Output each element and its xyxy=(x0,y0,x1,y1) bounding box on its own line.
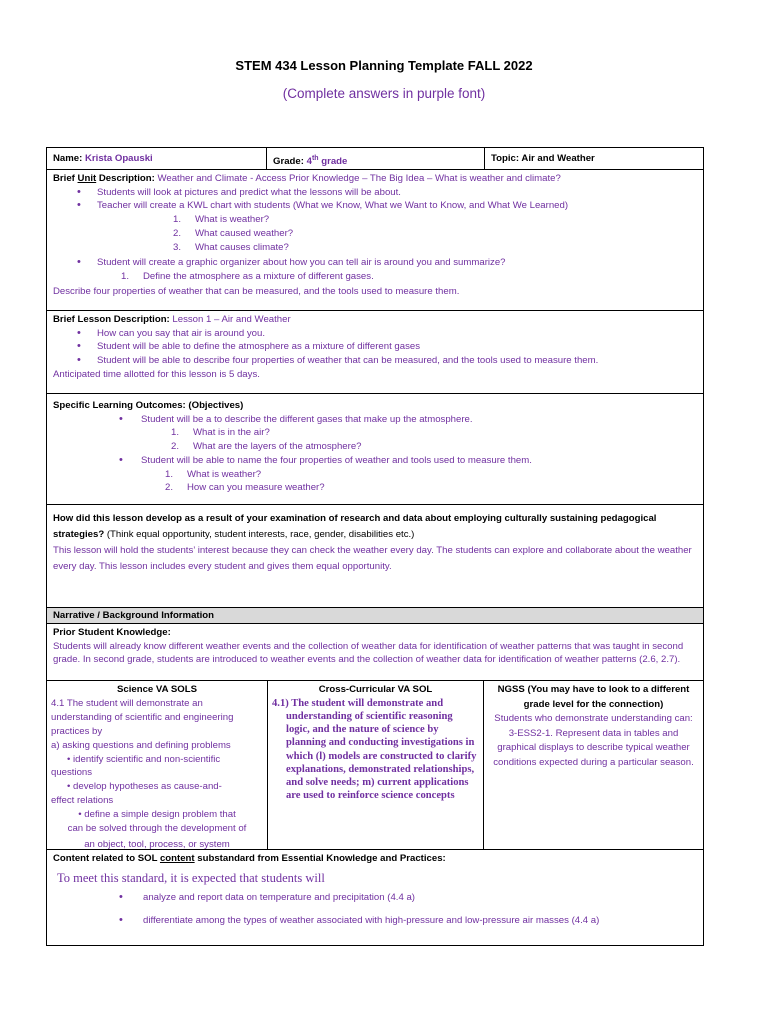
list-item: • Student will create a graphic organizer about how you can tell air is around you and summarize? xyxy=(53,256,697,270)
narrative-header: Narrative / Background Information xyxy=(47,608,703,624)
name-cell: Name: Krista Opauski xyxy=(47,148,267,169)
list-item: • Teacher will create a KWL chart with students (What we Know, What we Want to Know, and What We Learned) xyxy=(53,199,697,213)
header-row xyxy=(47,148,703,170)
cross-curricular-header: Cross-Curricular VA SOL xyxy=(318,684,433,695)
cross-curricular-text: 4.1) The student will demonstrate and understanding of scientific reasoning logic, and the nature of science by planning and conducting investigations in which (l) models are constructed to clarify explanations, demonstrated relationships, and solve needs; m) current applications are used to reinforce science concepts xyxy=(272,697,477,802)
list-item: • How can you say that air is around you. xyxy=(53,327,697,341)
science-sol-column: Science VA SOLS 4.1 The student will demonstrate an understanding of scientific and engineering practices by a) asking questions and defining problems • identify scientific and non-scientific questions • develop hypotheses as cause-and- effect relations • define a simple design problem that can be solved through the development of an object, tool, process, or system xyxy=(47,681,268,849)
list-item: 1. What is weather? xyxy=(173,214,270,226)
document-subtitle: (Complete answers in purple font) xyxy=(282,86,486,101)
anticipated-time-text: Anticipated time allotted for this lesson is 5 days. xyxy=(53,368,260,380)
list-item: 1. What is in the air? xyxy=(171,427,270,439)
culturally-sustaining-section: How did this lesson develop as a result of your examination of research and data about employing culturally sustaining pedagogical strategies? (Think equal opportunity, student interests, race, gender, disabilities etc.) This lesson will hold the students’ interest because they can check the weather every day. The students can explore and collaborate about the weather every day. This lesson includes every student and gives them equal opportunity. xyxy=(47,505,703,608)
unit-description-section: Brief Unit Description: Weather and Climate - Access Prior Knowledge – The Big Idea – What is weather and climate? • Students will look at pictures and predict what the lessons will be about. • Teacher will create a KWL chart with students (What we Know, What we Want to Know, and What We Learned) 1. What is weather? 2. What caused weather? 3. What causes climate? • Student will create a graphic organizer about how you can tell air is around you and summarize? 1. Define the atmosphere as a mixture of different gases. Describe four properties of weather that can be measured, and the tools used to measure them. xyxy=(47,170,703,311)
list-item: • Student will be able to describe four properties of weather that can be measured, and the tools used to measure them. xyxy=(53,354,697,368)
document-title: STEM 434 Lesson Planning Template FALL 2022 xyxy=(235,58,533,73)
science-sol-header: Science VA SOLS xyxy=(117,684,197,695)
prior-knowledge-section: Prior Student Knowledge: Students will already know different weather events and the collection of weather data for identification of weather patterns that was taught in second grade. In second grade, students are introduced to weather events and the collection of weather data for identification of weather patterns (2.6, 2.7). xyxy=(47,624,703,681)
list-item: • Students will look at pictures and predict what the lessons will be about. xyxy=(53,186,697,200)
list-item: 2. What are the layers of the atmosphere? xyxy=(171,441,362,453)
lesson-description-text: Lesson 1 – Air and Weather xyxy=(172,314,291,325)
lesson-plan-table xyxy=(46,147,704,946)
list-item: • analyze and report data on temperature and precipitation (4.4 a) xyxy=(53,891,697,905)
unit-description-text: Weather and Climate - Access Prior Knowledge – The Big Idea – What is weather and climate? xyxy=(157,173,561,184)
cross-curricular-column xyxy=(268,681,484,849)
grade-cell: Grade: 4th grade xyxy=(267,148,485,169)
list-item: 2. What caused weather? xyxy=(173,227,294,239)
content-intro: To meet this standard, it is expected that students will xyxy=(57,870,325,885)
topic-value: Air and Weather xyxy=(521,153,595,164)
list-item: • Student will be able to name the four properties of weather and tools used to measure them. xyxy=(53,454,697,468)
list-item: 2. How can you measure weather? xyxy=(165,482,325,494)
topic-cell: Topic: Air and Weather xyxy=(491,153,595,164)
sol-columns xyxy=(47,681,703,850)
lesson-description-section: Brief Lesson Description: Lesson 1 – Air and Weather • How can you say that air is around you. • Student will be able to define the atmosphere as a mixture of different gases • Student will be able to describe four properties of weather that can be measured, and the tools used to measure them. Anticipated time allotted for this lesson is 5 days. xyxy=(47,311,703,394)
list-item: 1. Define the atmosphere as a mixture of different gases. xyxy=(121,270,374,282)
name-value: Krista Opauski xyxy=(85,153,153,164)
prior-knowledge-text: Students will already know different weather events and the collection of weather data for identification of weather patterns that was taught in second grade. In second grade, students are introduced to weather events and the collection of weather data for identification of weather patterns (2.6, 2.7). xyxy=(53,640,684,666)
list-item: 1. What is weather? xyxy=(165,468,262,480)
culture-answer: This lesson will hold the students’ interest because they can check the weather every day. The students can explore and collaborate about the weather every day. This lesson includes every student and gives them equal opportunity. xyxy=(53,545,692,572)
learning-outcomes-section: Specific Learning Outcomes: (Objectives) • Student will be a to describe the different gases that make up the atmosphere. 1. What is in the air? 2. What are the layers of the atmosphere? • Student will be able to name the four properties of weather and tools used to measure them. 1. What is weather? 2. How can you measure weather? xyxy=(47,394,703,505)
list-item: • Student will be able to define the atmosphere as a mixture of different gases xyxy=(53,340,697,354)
unit-closing-text: Describe four properties of weather that can be measured, and the tools used to measure them. xyxy=(53,285,460,297)
list-item: • differentiate among the types of weather associated with high-pressure and low-pressure air masses (4.4 a) xyxy=(53,914,697,928)
grade-value: 4th grade xyxy=(306,155,348,168)
list-item: • Student will be a to describe the different gases that make up the atmosphere. xyxy=(53,413,697,427)
ngss-column: NGSS (You may have to look to a different grade level for the connection) Students who demonstrate understanding can: 3-ESS2-1. Represent data in tables and graphical displays to describe typical weather conditions expected during a particular season. xyxy=(484,681,703,849)
list-item: 3. What causes climate? xyxy=(173,241,289,253)
content-section: Content related to SOL content substandard from Essential Knowledge and Practices: To meet this standard, it is expected that students will • analyze and report data on temperature and precipitation (4.4 a) • differentiate among the types of weather associated with high-pressure and low-pressure air masses (4.4 a) xyxy=(47,850,703,946)
ngss-header: NGSS (You may have to look to a different grade level for the connection) xyxy=(497,684,690,710)
